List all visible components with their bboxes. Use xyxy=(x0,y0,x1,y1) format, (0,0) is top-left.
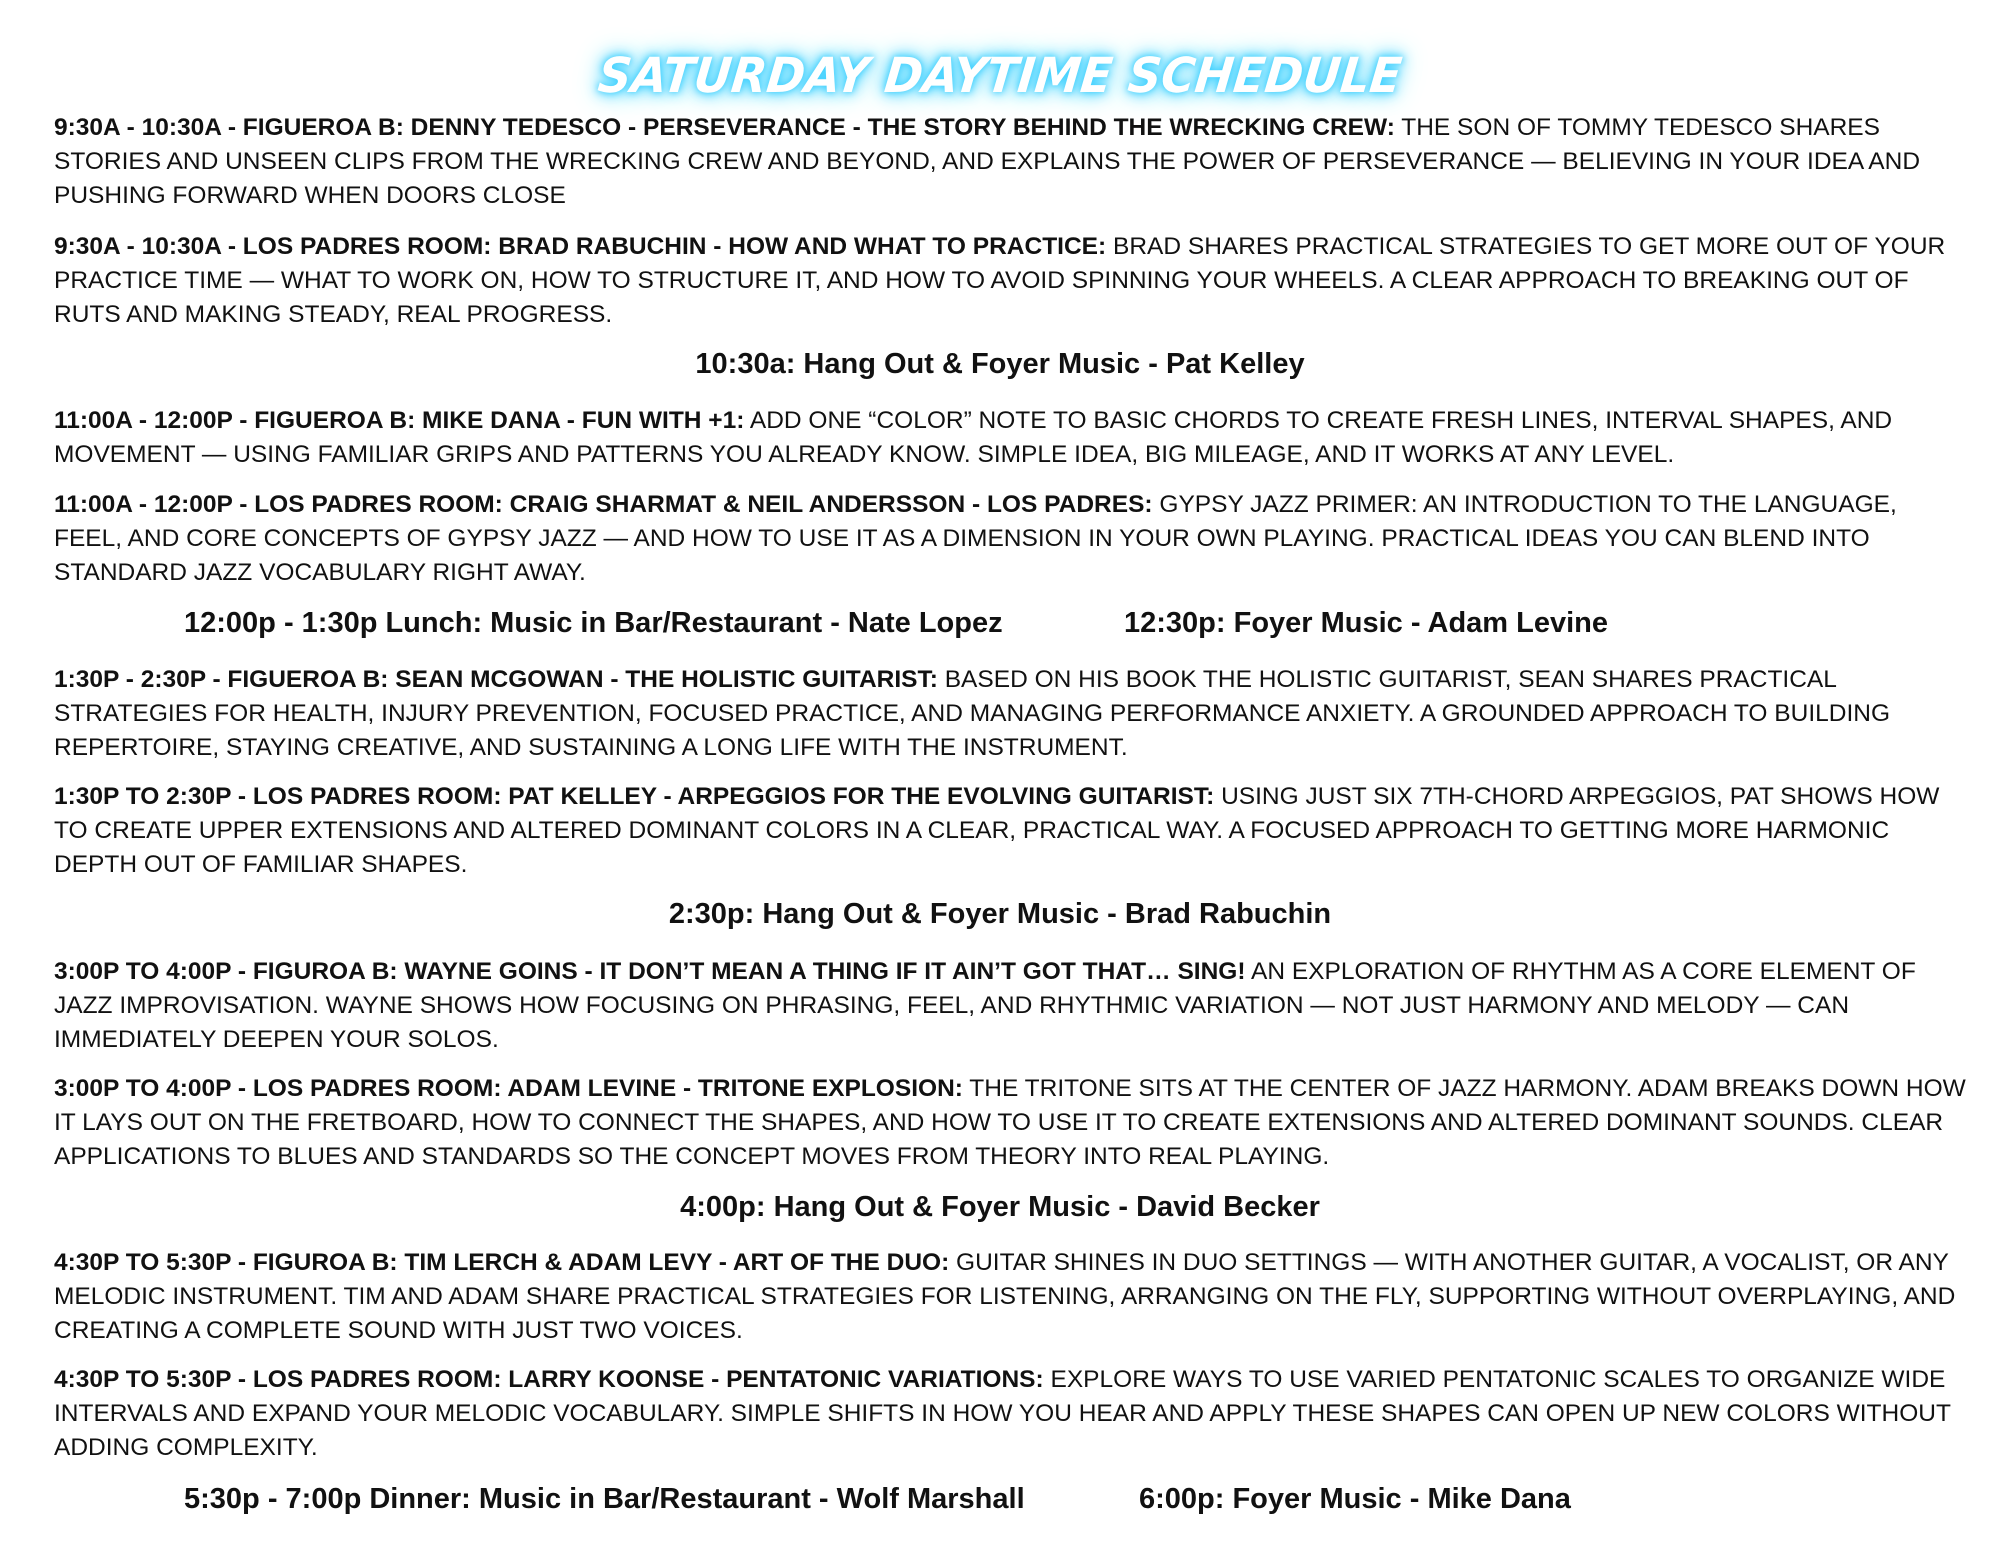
session-7 xyxy=(54,1072,1969,1174)
break-400: 4:00p: Hang Out & Foyer Music - David Becker xyxy=(680,1191,1320,1223)
session-head: 9:30A - 10:30A - LOS PADRES ROOM: BRAD RABUCHIN - HOW AND WHAT TO PRACTICE: xyxy=(54,233,1107,260)
session-desc: AN EXPLORATION OF RHYTHM AS A CORE ELEMENT OF JAZZ IMPROVISATION. WAYNE SHOWS HOW FOCUSING ON PHRASING, FEEL, AND RHYTHMIC VARIATION — NOT JUST HARMONY AND MELODY — CAN IMMEDIATELY DEEPEN YOUR SOLOS. xyxy=(54,958,1916,1053)
dinner-music: 5:30p - 7:00p Dinner: Music in Bar/Restaurant - Wolf Marshall xyxy=(184,1483,1025,1515)
page-title: SATURDAY DAYTIME SCHEDULE xyxy=(595,46,1405,104)
session-desc: BASED ON HIS BOOK THE HOLISTIC GUITARIST, SEAN SHARES PRACTICAL STRATEGIES FOR HEALTH, INJURY PREVENTION, FOCUSED PRACTICE, AND MANAGING PERFORMANCE ANXIETY. A GROUNDED APPROACH TO BUILDING REPERTOIRE, STAYING CREATIVE, AND SUSTAINING A LONG LIFE WITH THE INSTRUMENT. xyxy=(54,666,1891,761)
session-4 xyxy=(54,663,1969,765)
lunch-foyer-music: 12:30p: Foyer Music - Adam Levine xyxy=(1124,607,1609,639)
session-desc: GYPSY JAZZ PRIMER: AN INTRODUCTION TO THE LANGUAGE, FEEL, AND CORE CONCEPTS OF GYPSY JAZZ — AND HOW TO USE IT AS A DIMENSION IN YOUR OWN PLAYING. PRACTICAL IDEAS YOU CAN BLEND INTO STANDARD JAZZ VOCABULARY RIGHT AWAY. xyxy=(54,491,1897,586)
session-desc: THE TRITONE SITS AT THE CENTER OF JAZZ HARMONY. ADAM BREAKS DOWN HOW IT LAYS OUT ON THE FRETBOARD, HOW TO CONNECT THE SHAPES, AND HOW TO USE IT TO CREATE EXTENSIONS AND ALTERED DOMINANT SOUNDS. CLEAR APPLICATIONS TO BLUES AND STANDARDS SO THE CONCEPT MOVES FROM THEORY INTO REAL PLAYING. xyxy=(54,1075,1966,1170)
session-head: 3:00P TO 4:00P - FIGUROA B: WAYNE GOINS - IT DON’T MEAN A THING IF IT AIN’T GOT THAT… SING! xyxy=(54,958,1246,985)
lunch-music: 12:00p - 1:30p Lunch: Music in Bar/Restaurant - Nate Lopez xyxy=(184,607,1003,639)
dinner-foyer-music: 6:00p: Foyer Music - Mike Dana xyxy=(1139,1483,1571,1515)
session-9 xyxy=(54,1363,1969,1465)
session-5 xyxy=(54,780,1969,882)
break-230: 2:30p: Hang Out & Foyer Music - Brad Rabuchin xyxy=(668,898,1332,930)
session-head: 9:30A - 10:30A - FIGUEROA B: DENNY TEDESCO - PERSEVERANCE - THE STORY BEHIND THE WRECKING CREW: xyxy=(54,114,1395,141)
session-0 xyxy=(54,111,1969,213)
session-head: 4:30P TO 5:30P - FIGUROA B: TIM LERCH & ADAM LEVY - ART OF THE DUO: xyxy=(54,1249,950,1276)
session-desc: USING JUST SIX 7TH-CHORD ARPEGGIOS, PAT SHOWS HOW TO CREATE UPPER EXTENSIONS AND ALTERED DOMINANT COLORS IN A CLEAR, PRACTICAL WAY. A FOCUSED APPROACH TO GETTING MORE HARMONIC DEPTH OUT OF FAMILIAR SHAPES. xyxy=(54,783,1940,878)
session-2 xyxy=(54,404,1969,472)
session-head: 3:00P TO 4:00P - LOS PADRES ROOM: ADAM LEVINE - TRITONE EXPLOSION: xyxy=(54,1075,963,1102)
session-3 xyxy=(54,488,1969,590)
session-head: 4:30P TO 5:30P - LOS PADRES ROOM: LARRY KOONSE - PENTATONIC VARIATIONS: xyxy=(54,1366,1044,1393)
session-desc: GUITAR SHINES IN DUO SETTINGS — WITH ANOTHER GUITAR, A VOCALIST, OR ANY MELODIC INSTRUMENT. TIM AND ADAM SHARE PRACTICAL STRATEGIES FOR LISTENING, ARRANGING ON THE FLY, SUPPORTING WITHOUT OVERPLAYING, AND CREATING A COMPLETE SOUND WITH JUST TWO VOICES. xyxy=(54,1249,1956,1344)
session-6 xyxy=(54,955,1969,1057)
session-desc: THE SON OF TOMMY TEDESCO SHARES STORIES AND UNSEEN CLIPS FROM THE WRECKING CREW AND BEYOND, AND EXPLAINS THE POWER OF PERSEVERANCE — BELIEVING IN YOUR IDEA AND PUSHING FORWARD WHEN DOORS CLOSE xyxy=(54,114,1921,209)
session-1 xyxy=(54,230,1969,332)
session-desc: BRAD SHARES PRACTICAL STRATEGIES TO GET MORE OUT OF YOUR PRACTICE TIME — WHAT TO WORK ON, HOW TO STRUCTURE IT, AND HOW TO AVOID SPINNING YOUR WHEELS. A CLEAR APPROACH TO BREAKING OUT OF RUTS AND MAKING STEADY, REAL PROGRESS. xyxy=(54,233,1946,328)
break-1030: 10:30a: Hang Out & Foyer Music - Pat Kelley xyxy=(695,348,1305,380)
session-head: 1:30P TO 2:30P - LOS PADRES ROOM: PAT KELLEY - ARPEGGIOS FOR THE EVOLVING GUITARIST: xyxy=(54,783,1215,810)
session-head: 11:00A - 12:00P - LOS PADRES ROOM: CRAIG SHARMAT & NEIL ANDERSSON - LOS PADRES: xyxy=(54,491,1153,518)
session-head: 11:00A - 12:00P - FIGUEROA B: MIKE DANA - FUN WITH +1: xyxy=(54,407,745,434)
session-head: 1:30P - 2:30P - FIGUEROA B: SEAN MCGOWAN - THE HOLISTIC GUITARIST: xyxy=(54,666,938,693)
session-8 xyxy=(54,1246,1969,1348)
session-desc: EXPLORE WAYS TO USE VARIED PENTATONIC SCALES TO ORGANIZE WIDE INTERVALS AND EXPAND YOUR MELODIC VOCABULARY. SIMPLE SHIFTS IN HOW YOU HEAR AND APPLY THESE SHAPES CAN OPEN UP NEW COLORS WITHOUT ADDING COMPLEXITY. xyxy=(54,1366,1951,1461)
session-desc: ADD ONE “COLOR” NOTE TO BASIC CHORDS TO CREATE FRESH LINES, INTERVAL SHAPES, AND MOVEMENT — USING FAMILIAR GRIPS AND PATTERNS YOU ALREADY KNOW. SIMPLE IDEA, BIG MILEAGE, AND IT WORKS AT ANY LEVEL. xyxy=(54,407,1893,468)
